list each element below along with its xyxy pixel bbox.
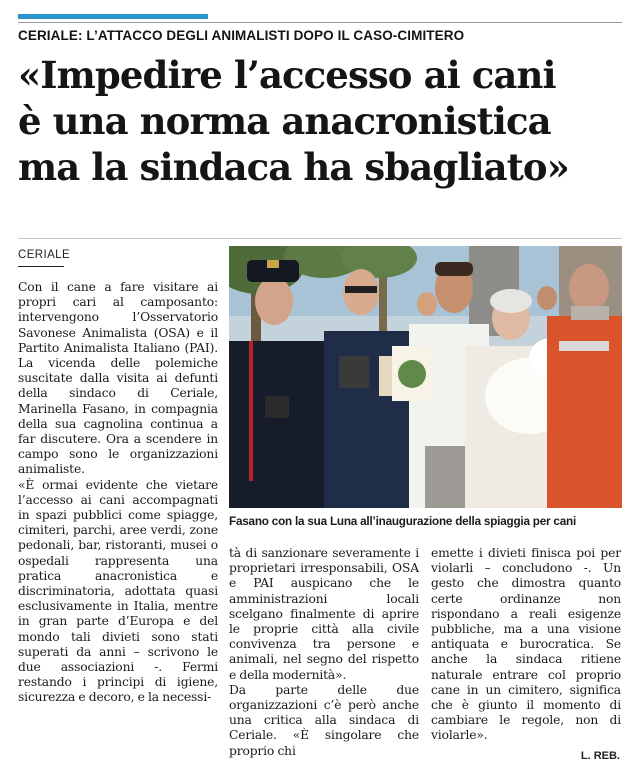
article-column-3 [431,546,621,744]
headline [18,52,628,190]
headline-line-1: «Impedire l’accesso ai cani [18,53,556,97]
kicker: CERIALE: L’ATTACCO DEGLI ANIMALISTI DOPO IL CASO-CIMITERO [18,28,465,43]
paragraph: Da parte delle due organizzazioni c’è però anche una critica alla sindaca di Ceriale. «È singolare che proprio chi [229,682,419,758]
photo-caption: Fasano con la sua Luna all’inaugurazione della spiaggia per cani [229,515,577,528]
header-rule [18,22,622,23]
article-photo [229,246,622,508]
author-signature: L. REB. [580,750,620,762]
section-rule [18,238,622,239]
paragraph: Con il cane a fare visitare ai propri cari al camposanto: intervengono l’Osservatorio Savonese Animalista (OSA) e il Partito Animalista Italiano (PAI). La vicenda delle polemiche suscitate dalla visita ai defunti della sindaco di Ceriale, Marinella Fasano, in compagnia della sua cagnolina continua a far discutere. Ora a scendere in campo sono le organizzazioni animaliste. [18,280,218,477]
article-column-1 [18,280,218,706]
accent-bar [18,14,208,19]
article-column-2 [229,546,419,759]
location-label: CERIALE [18,249,71,261]
paragraph: tà di sanzionare severamente i proprietari irresponsabili, OSA e PAI auspicano che le amministrazioni locali scelgano finalmente di aprire le proprie città alla civile convivenza tra persone e animali, nel segno del rispetto e della modernità». [229,546,419,682]
headline-line-3: ma la sindaca ha sbagliato» [18,145,569,189]
headline-line-2: è una norma anacronistica [18,99,551,143]
location-rule [18,266,64,267]
paragraph: emette i divieti finisca poi per violarli – concludono -. Un gesto che dimostra quanto certe ordinanze non rispondano a reali esigenze pubbliche, ma a una visione antiquata e burocratica. Se anche la sindaca ritiene naturale entrare col proprio cane in un cimitero, significa che è giunto il momento di cambiare le regole, non di violarle». [431,546,621,743]
paragraph: «È ormai evidente che vietare l’accesso ai cani accompagnati in spazi pubblici come spiagge, cimiteri, parchi, aree verdi, zone pedonali, bar, ristoranti, musei o ospedali rappresenta una pratica anacronistica e discriminatoria, adottata quasi esclusivamente in Italia, mentre in gran parte d’Europa e del mondo tali divieti sono stati superati da anni – scrivono le due associazioni -. Fermi restando i principi di igiene, sicurezza e decoro, e la necessi- [18,477,218,705]
